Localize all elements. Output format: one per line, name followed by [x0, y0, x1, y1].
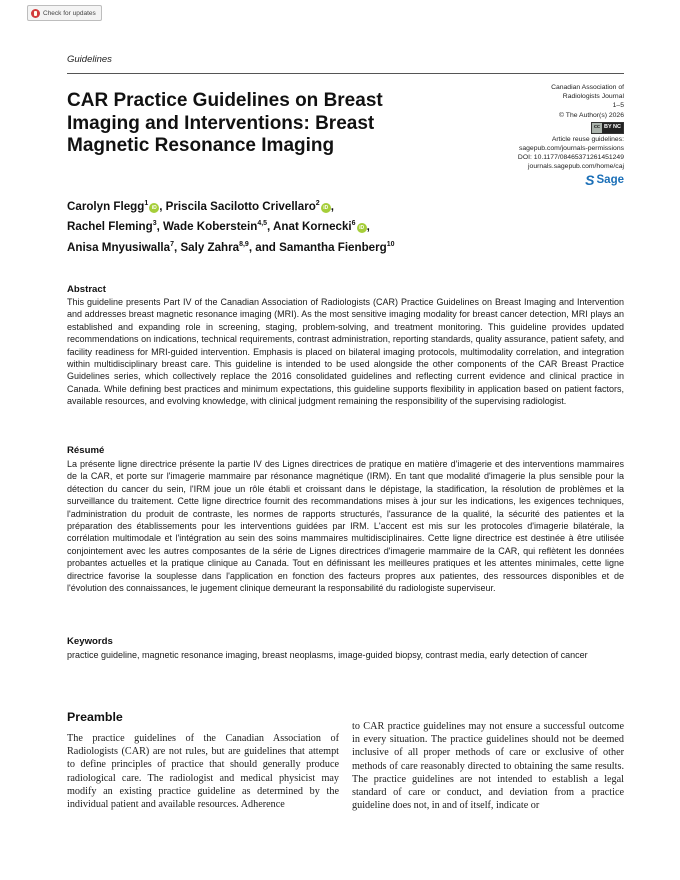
sage-logo: [585, 171, 624, 188]
orcid-icon[interactable]: iD: [149, 203, 159, 213]
cc-icon: cc: [592, 123, 602, 133]
author-list: Carolyn Flegg$^1$iD , Priscila Sacilotto Crivellaro$^2$iD , Rachel Fleming$^3$, Wade Koberstein$^{4,5}$, Anat Kornecki$^6$iD , Anisa Mnyusiwalla$^7$, Saly Zahra$^{8,9}$, and Samantha Fienberg$^{10}$: [67, 199, 395, 254]
check-for-updates-icon: [31, 9, 40, 18]
journal-url[interactable]: journals.sagepub.com/home/caj: [528, 163, 624, 171]
resume-text: La présente ligne directrice présente la partie IV des Lignes directrices de pratique en matière d'imagerie et des interventions mammaires de la CAR, et porte sur l'imagerie mammaire par résonance magnétique (IRM). En tant que modalité d'imagerie la plus sensible pour la détection du cancer du sein, l'IRM joue un rôle établi et croissant dans le dépistage, la stadification, la résolution de problèmes et la surveillance du traitement. Cette ligne directrice fournit des recommandations mises à jour sur les indications, les exigences techniques, l'administration du produit de contraste, les normes de rapports structurés, l'assurance de la qualité, la sécurité des patientes et la préparation des établissements pour les interventions guidées par IRM. L'accent est mis sur les protocoles d'imagerie bilatérale, la corrélation multimodale et l'intégration au sein des soins mammaires multidisciplinaires. Cette ligne directrice est destinée à être utilisée conjointement avec les autres composantes de la série de Lignes directrices d'imagerie mammaire de la CAR, qui reflètent les données probantes actuelles et la pratique clinique au Canada. Tout en définissant les meilleures pratiques et les attentes minimales, cette ligne directrice favorise la souplesse dans l'application en fonction des facteurs propres aux patientes, des ressources disponibles et de l'évolution des connaissances, le jugement clinique demeurant la responsabilité du radiologiste superviseur.: [67, 459, 624, 594]
journal-name-line1: Canadian Association of: [551, 84, 624, 91]
journal-pages: 1–5: [612, 102, 624, 110]
affiliation-sup: 2: [315, 200, 320, 207]
affiliation-sup: 3: [152, 220, 157, 228]
author-name: , Wade Koberstein: [156, 220, 258, 234]
header-rule: [67, 73, 624, 74]
preamble-column-left: The practice guidelines of the Canadian Association of Radiologists (CAR) are not rules, but are guidelines that attempt to define principles of practice that should generally produce radiological care. The radiologist and medical physicist may modify an existing practice guideline as determined by the individual patient and available resources. Adherence: [67, 733, 339, 811]
abstract-heading: Abstract: [67, 284, 106, 295]
sage-wordmark: Sage: [596, 173, 624, 186]
orcid-icon[interactable]: iD: [357, 223, 367, 233]
author-name: , Priscila Sacilotto Crivellaro: [159, 199, 316, 213]
affiliation-sup: 4,5: [257, 220, 268, 228]
author-name: , Anat Kornecki: [267, 220, 352, 234]
author-name: Rachel Fleming: [67, 220, 153, 234]
doi[interactable]: DOI: 10.1177/08465371261451249: [517, 154, 624, 162]
check-for-updates-label: Check for updates: [43, 9, 96, 17]
affiliation-sup: 10: [386, 240, 395, 248]
affiliation-sup: 6: [351, 220, 356, 228]
orcid-icon[interactable]: iD: [321, 203, 331, 213]
article-title: CAR Practice Guidelines on Breast Imaging and Interventions: Breast Magnetic Resonance Imaging: [67, 90, 383, 156]
keywords-text: practice guideline, magnetic resonance imaging, breast neoplasms, image-guided biopsy, contrast media, early detection of cancer: [67, 650, 588, 660]
journal-info: [474, 83, 624, 188]
journal-copyright: © The Author(s) 2026: [559, 111, 624, 119]
affiliation-sup: 7: [170, 240, 174, 248]
affiliation-sup: 8,9: [239, 240, 249, 248]
author-name: Carolyn Flegg: [67, 199, 145, 213]
reuse-label: Article reuse guidelines:: [551, 135, 624, 143]
cc-license-badge[interactable]: [591, 122, 624, 134]
author-name: , Saly Zahra: [174, 240, 240, 254]
check-for-updates-badge[interactable]: [27, 5, 102, 21]
cc-terms: BY NC: [602, 123, 623, 133]
author-name: , and Samantha Fienberg: [248, 240, 387, 254]
keywords-heading: Keywords: [67, 636, 113, 647]
sage-s-icon: S: [585, 171, 595, 188]
section-label: Guidelines: [67, 54, 112, 65]
abstract-text: This guideline presents Part IV of the Canadian Association of Radiologists (CAR) Practice Guidelines on Breast Imaging and Intervention and addresses breast magnetic resonance imaging (MRI). As the most sensitive imaging modality for breast cancer detection, MRI plays an established and expanding role in screening, staging, problem-solving, and treatment monitoring. This guideline provides updated recommendations on indications, technical requirements, contrast administration, reporting standards, quality assurance, patient safety, and facility readiness for MRI-guided intervention. Emphasis is placed on bilateral imaging protocols, multimodality correlation, and integration within multidisciplinary breast care. This guideline is intended to be used alongside the other components of the CAR Breast Practice Guidelines series, which collectively replace the 2016 consolidated guidelines and reflecting current evidence and clinical practice in Canada. While defining best practices and minimum expectations, this guideline supports flexibility in application based on patient factors, available resources, and evolving knowledge, with clinical judgment remaining the responsibility of the supervising radiologist.: [67, 297, 624, 407]
resume-heading: Résumé: [67, 445, 105, 456]
affiliation-sup: 1: [144, 200, 149, 207]
author-name: Anisa Mnyusiwalla: [67, 240, 171, 254]
preamble-heading: Preamble: [67, 710, 123, 724]
journal-name-line2: Radiologists Journal: [562, 93, 624, 101]
reuse-link[interactable]: sagepub.com/journals-permissions: [518, 145, 624, 153]
preamble-column-right: to CAR practice guidelines may not ensure a successful outcome in every situation. The practice guidelines should not be deemed inclusive of all proper methods of care or exclusive of other methods of care reasonably directed to obtaining the same results. The practice guidelines are not intended to establish a legal standard of care or conduct, and deviation from a practice guideline does not, in and of itself, indicate or: [352, 721, 624, 812]
